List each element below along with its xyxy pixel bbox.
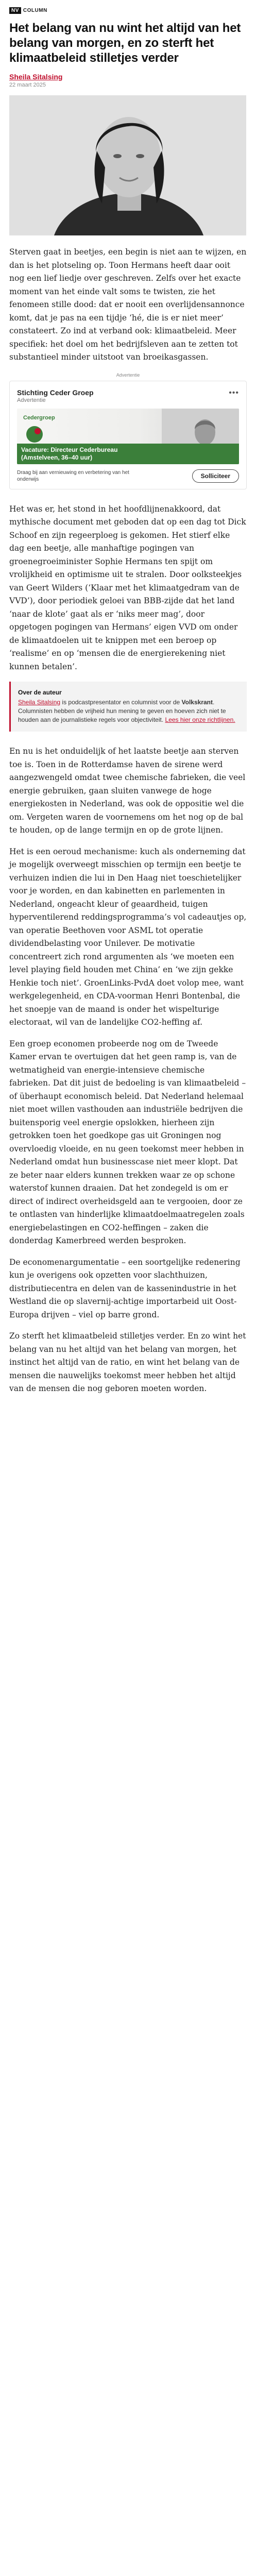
brand-logo: NV <box>9 7 21 14</box>
article-title: Het belang van nu wint het altijd van het belang van morgen, en zo sterft het klimaatbeleid stilletjes verder <box>9 21 241 65</box>
author-link[interactable]: Sheila Sitalsing <box>9 73 63 81</box>
guidelines-link[interactable]: Lees hier onze richtlijnen. <box>165 716 235 723</box>
about-author-box <box>9 682 247 732</box>
advertisement[interactable] <box>9 381 247 489</box>
paragraph: Het is een oeroud mechanisme: kuch als onderneming dat je mogelijk overweegt misschien op termijn een beetje te verhuizen indien die lui in Den Haag niet toeschietelijker voor je worden, en dan kabinetten en parlementen in Nederland, ongeacht kleur of geaardheid, tuigen hyperventilerend reddingsprogramma’s vol cadeautjes op, van operatie Beethoven voor ASML tot operatie dividendbelasting voor Unilever. De motivatie concentreert zich rond argumenten als ‘we moeten een level playing field houden met China’ en ‘we zijn gekke Henkie toch niet’. GroenLinks-PvdA doet volop mee, want werkgelegenheid, en CDA-voorman Henri Bontenbal, die het snoepje van de maand is onder het wispelturige electoraat, wil van de landelijke CO2-heffing af. <box>9 846 247 1027</box>
publish-date: 22 maart 2025 <box>9 82 46 88</box>
ad-brand-logo-icon <box>24 424 45 445</box>
author-photo <box>9 95 246 235</box>
author-portrait-image <box>9 95 246 235</box>
about-author-text-mid: is podcastpresentator en columnist voor de <box>60 699 182 706</box>
paragraph: Sterven gaat in beetjes, een begin is niet aan te wijzen, en dan is het plotseling op. Toon Hermans heeft daar ooit nog een lief liedje over geschreven. Zelfs over het exacte moment van het einde valt soms te twisten, zie het fenomeen stille dood: dat er nooit een overlijdensannonce komt, dat je pas na een tijdje ‘hé, die is er niet meer’ constateert. Zo ind at verband ook: klimaatbeleid. Meer specifiek: het doel om het bedrijfsleven aan te zetten tot substantieel minder uitstoot van broeikasgassen. <box>9 247 247 362</box>
section-label: COLUMN <box>23 7 47 13</box>
about-author-text-post: . Columnisten hebben de vrijheid hun mening te geven en hoeven zich niet te houden aan de journalistieke regels voor objectiviteit. <box>18 699 226 723</box>
ad-brand-name: Cedergroep <box>23 414 55 421</box>
ad-company-name[interactable]: Stichting Ceder Groep <box>17 388 94 397</box>
paragraph: Een groep economen probeerde nog om de Tweede Kamer ervan te overtuigen dat het geen ramp is, van de wetmatigheid van energie-intensieve chemische fabrieken. Dat dit juist de bedoeling is van klimaatbeleid – of überhaupt economisch beleid. Dat Nederland helemaal niet moet willen vasthouden aan industriële bedrijven die buitensporig veel energie opslokken, hierheen zijn getrokken toen het goedkope gas uit Groningen nog overvloedig vloeide, en nu geen toekomst meer hebben in Nederland omdat hun businesscase niet meer klopt. Dat ze beter naar elders kunnen trekken waar ze op schone waterstof kunnen draaien. Dat het zondegeld is om er direct of indirect overheidsgeld aan te vergooien, door ze te ontlasten van hinderlijke klimaatdoelmaatregelen zoals energiebelastingen en CO2-heffingen – zaken die donderdag Kamerbreed werden besproken. <box>9 1039 246 1245</box>
apply-button[interactable]: Solliciteer <box>192 469 239 483</box>
paragraph: Zo sterft het klimaatbeleid stilletjes verder. En zo wint het belang van nu het altijd van het belang van morgen, het instinct het altijd van de ratio, en wint het belang van de mensen die nauwelijks toekomst meer hebben het altijd van de mensen die nog geboren moeten worden. <box>9 1331 246 1393</box>
section-badge[interactable] <box>9 7 47 14</box>
paragraph: De economenargumentatie – een soortgelijke redenering kun je overigens ook opzetten voor slachthuizen, distributiecentra en delen van de kassenindustrie in het Westland die op slavernij-achtige importarbeid uit Oost-Europa drijven – viel op barre grond. <box>9 1257 241 1319</box>
ad-label: Advertentie <box>116 372 140 378</box>
about-author-heading: Over de auteur <box>18 689 62 696</box>
ad-vacancy-title: Vacature: Directeur Cederbureau <box>21 446 118 453</box>
paragraph: Het was er, het stond in het hoofdlijnenakkoord, dat mythische document met geboden dat op een dag tot Dick Schoof en zijn regeerploeg is gekomen. Het stierf elke dag een beetje, alle manhaftige pogingen van groenegroeiminister Sophie Hermans ten spijt om vrolijkheid en optimisme uit te stralen. Door oolksteekjes van Geert Wilders (‘Klaar met het klimaatgedram van de VVD’), door periodiek geloei van BBB-zijde dat het land ‘naar de klote’ gaat als er ‘niks meer mag’, door opgetogen pogingen van Hermans’ eigen VVD om onder de klimaatdoelen uit te knippen met een beroep op ‘realisme’ en op ‘mensen die de energierekening niet kunnen betalen’. <box>9 504 246 671</box>
author-profile-link[interactable]: Sheila Sitalsing <box>18 699 61 706</box>
ad-vacancy-banner <box>17 444 239 464</box>
ad-header <box>17 388 239 403</box>
ad-tagline: Draag bij aan vernieuwing en verbetering van het onderwijs <box>17 469 129 482</box>
ad-options-icon[interactable]: ••• <box>229 388 239 397</box>
top-bar <box>9 0 247 18</box>
ad-image[interactable] <box>17 409 239 464</box>
newspaper-name: Volkskrant <box>181 699 213 706</box>
ad-vacancy-subtitle: (Amstelveen, 36–40 uur) <box>21 453 93 461</box>
paragraph: En nu is het onduidelijk of het laatste beetje aan sterven toe is. Toen in de Rotterdamse haven de sirene werd aangezwengeld omdat twee chemische fabrieken, die veel energie gebruiken, gaan sluiten vanwege de hoge energiekosten in Nederland, was ook de oppositie wel die om. Vergeten waren de voornemens om het nog op de bal te houden, op de lange termijn en op de grote lijnen. <box>9 747 246 835</box>
ad-sponsored-label: Advertentie <box>17 397 46 403</box>
ad-footer <box>17 469 239 483</box>
about-author-text <box>18 698 240 724</box>
